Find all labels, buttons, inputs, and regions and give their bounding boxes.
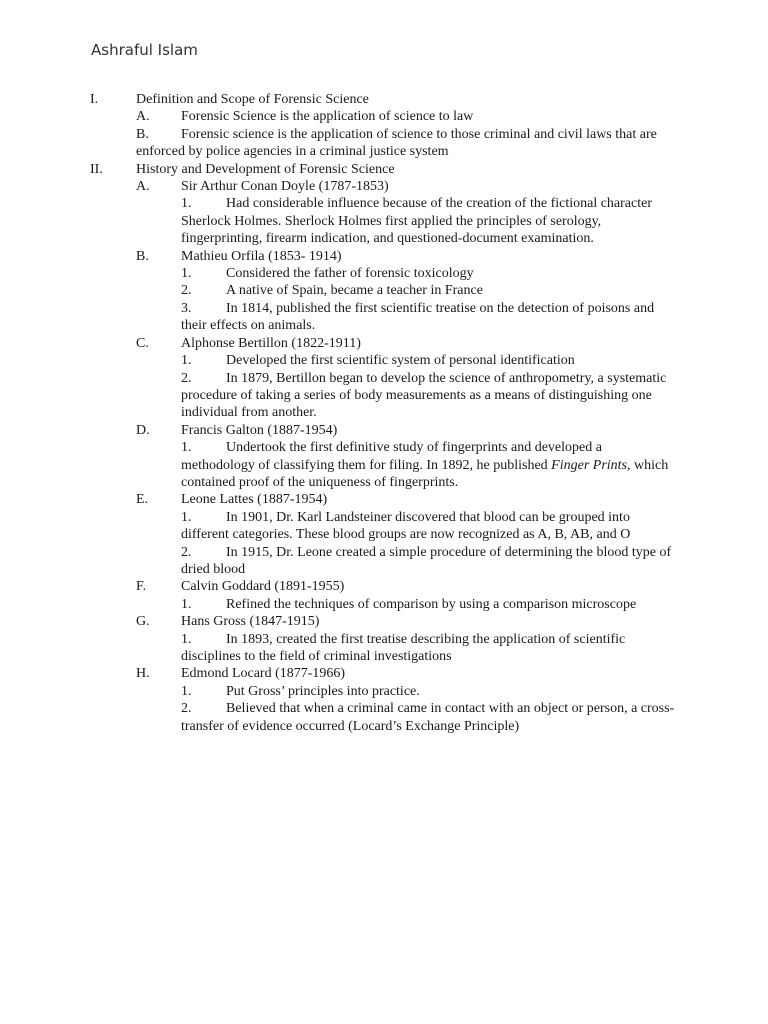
- subsection-title: Alphonse Bertillon (1822-1911): [181, 335, 361, 351]
- point-item: [0, 195, 768, 247]
- subsection-title: Hans Gross (1847-1915): [181, 614, 320, 630]
- subsection-label: B.: [136, 248, 149, 264]
- subsection-label: A.: [136, 109, 150, 125]
- point-label: 2.: [181, 544, 192, 560]
- point-label: 1.: [181, 196, 192, 212]
- point-text: Developed the first scientific system of personal identification: [226, 353, 575, 369]
- point-label: 1.: [181, 353, 192, 369]
- section-title: History and Development of Forensic Science: [136, 161, 395, 177]
- subsection-label: E.: [136, 492, 149, 508]
- section-label: II.: [90, 161, 103, 177]
- section-heading: [0, 161, 768, 178]
- subsection-item: [0, 126, 768, 161]
- point-text: [181, 439, 676, 491]
- point-label: 3.: [181, 300, 192, 316]
- subsection-label: B.: [136, 126, 149, 142]
- subsection-label: G.: [136, 614, 150, 630]
- subsection-item: [0, 248, 768, 265]
- subsection-text: Forensic science is the application of science to those criminal and civil laws that are enforced by police agencies in a criminal justice system: [136, 126, 657, 160]
- point-label: 1.: [181, 631, 192, 647]
- outline: [0, 91, 768, 735]
- point-label: 1.: [181, 266, 192, 282]
- subsection-item: [0, 578, 768, 595]
- point-label: 1.: [181, 440, 192, 456]
- subsection-title: Mathieu Orfila (1853- 1914): [181, 248, 342, 264]
- subsection-label: D.: [136, 422, 150, 438]
- point-item: [0, 700, 768, 735]
- subsection-title: Leone Lattes (1887-1954): [181, 492, 328, 508]
- point-text: Had considerable influence because of the creation of the fictional character Sherlock Holmes. Sherlock Holmes first applied the principles of serology, fingerprinting, firearm indication, and questioned-document examination.: [181, 196, 653, 247]
- point-text: Believed that when a criminal came in contact with an object or person, a cross-transfer of evidence occurred (Locard’s Exchange Principle): [181, 701, 675, 734]
- point-label: 2.: [181, 701, 192, 717]
- point-label: 2.: [181, 283, 192, 299]
- point-item: [0, 544, 768, 579]
- point-label: 1.: [181, 683, 192, 699]
- section-title: Definition and Scope of Forensic Science: [136, 92, 369, 107]
- section-label: I.: [90, 92, 99, 107]
- point-item: [0, 300, 768, 335]
- subsection-label: A.: [136, 179, 150, 195]
- point-text-end: , which contained proof of the uniqueness of fingerprints.: [181, 457, 669, 490]
- subsection-item: [0, 491, 768, 508]
- subsection-title: Edmond Locard (1877-1966): [181, 666, 346, 682]
- point-label: 1.: [181, 596, 192, 612]
- subsection-item: [0, 178, 768, 195]
- point-text: In 1814, published the first scientific treatise on the detection of poisons and their effects on animals.: [181, 300, 655, 334]
- point-item: [0, 370, 768, 422]
- point-text: A native of Spain, became a teacher in France: [226, 283, 483, 299]
- point-item: [0, 596, 768, 613]
- subsection-title: Francis Galton (1887-1954): [181, 422, 338, 438]
- book-title: Finger Prints: [551, 457, 628, 473]
- subsection-label: C.: [136, 335, 149, 351]
- point-item: [0, 683, 768, 700]
- subsection-item: [0, 613, 768, 630]
- subsection-item: [0, 665, 768, 682]
- subsection-item: [0, 422, 768, 439]
- point-item: [0, 439, 768, 491]
- author-name: Ashraful Islam: [91, 41, 198, 59]
- point-text: In 1879, Bertillon began to develop the science of anthropometry, a systematic procedure of taking a series of body measurements as a means of distinguishing one individual from another.: [181, 370, 667, 421]
- point-text: Considered the father of forensic toxicology: [226, 266, 474, 282]
- subsection-label: F.: [136, 579, 147, 595]
- point-label: 2.: [181, 370, 192, 386]
- point-text: In 1893, created the first treatise describing the application of scientific disciplines to the field of criminal investigations: [181, 631, 626, 664]
- point-text: In 1915, Dr. Leone created a simple procedure of determining the blood type of dried blood: [181, 544, 672, 577]
- section-heading: [0, 91, 768, 108]
- point-text: Put Gross’ principles into practice.: [226, 683, 420, 699]
- point-item: [0, 352, 768, 369]
- point-item: [0, 265, 768, 282]
- subsection-title: Calvin Goddard (1891-1955): [181, 579, 345, 595]
- subsection-item: [0, 335, 768, 352]
- subsection-item: [0, 108, 768, 125]
- point-text: In 1901, Dr. Karl Landsteiner discovered that blood can be grouped into different categories. These blood groups are now recognized as A, B, AB, and O: [181, 509, 631, 543]
- point-text-start: Undertook the first definitive study of fingerprints and developed a methodology of classifying them for filing. In 1892, he published: [181, 440, 602, 473]
- subsection-label: H.: [136, 666, 150, 682]
- point-item: [0, 282, 768, 299]
- subsection-title: Sir Arthur Conan Doyle (1787-1853): [181, 179, 389, 195]
- point-label: 1.: [181, 509, 192, 525]
- subsection-text: Forensic Science is the application of science to law: [181, 109, 474, 125]
- point-item: [0, 509, 768, 544]
- point-item: [0, 631, 768, 666]
- point-text: Refined the techniques of comparison by using a comparison microscope: [226, 596, 637, 612]
